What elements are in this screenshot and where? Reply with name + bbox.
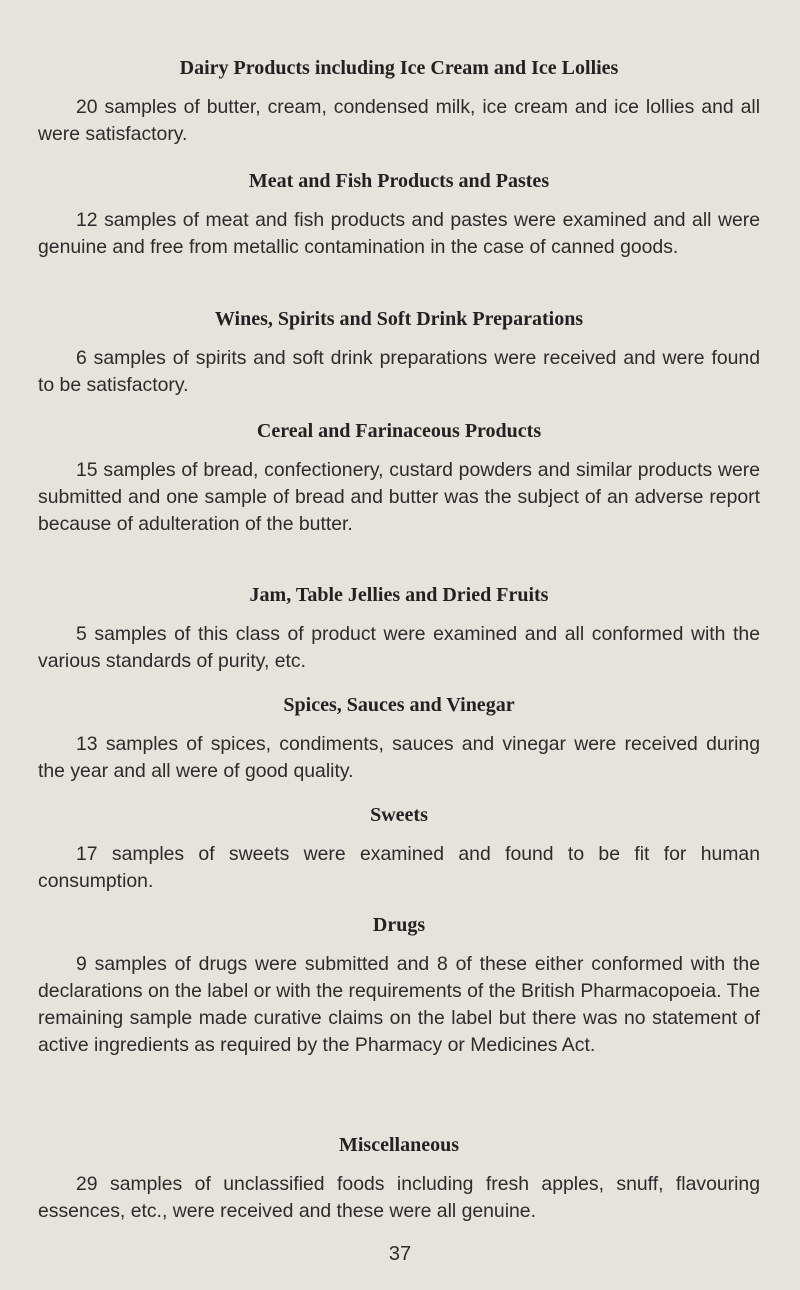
section-heading: Miscellaneous [339,1134,459,1156]
section-paragraph: 9 samples of drugs were submitted and 8 of these either conformed with the declarations on the label or with the requirements of the British Pharmacopoeia. The remaining sample made curative claims on the label but there was no statement of active ingredients as required by the Pharmacy or Medicines Act. [38,953,760,1056]
section-jam-jellies [38,583,760,675]
section-paragraph: 12 samples of meat and fish products and pastes were examined and all were genuine and free from metallic contamination in the case of canned goods. [38,209,760,258]
section-heading: Meat and Fish Products and Pastes [248,170,550,192]
section-heading: Dairy Products including Ice Cream and Ice Lollies [179,57,619,79]
section-paragraph: 13 samples of spices, condiments, sauces and vinegar were received during the year and all were of good quality. [38,733,760,782]
section-heading: Drugs [372,914,426,936]
section-meat-fish [38,169,760,261]
section-drugs [38,913,760,1059]
section-paragraph: 20 samples of butter, cream, condensed milk, ice cream and ice lollies and all were satisfactory. [38,96,760,145]
section-cereal [38,419,760,538]
section-paragraph: 29 samples of unclassified foods including fresh apples, snuff, flavouring essences, etc., were received and these were all genuine. [38,1173,760,1222]
section-wines-spirits [38,307,760,399]
section-heading: Jam, Table Jellies and Dried Fruits [249,584,549,606]
section-heading: Spices, Sauces and Vinegar [283,694,515,716]
section-paragraph: 6 samples of spirits and soft drink preparations were received and were found to be satisfactory. [38,347,760,396]
section-heading: Wines, Spirits and Soft Drink Preparations [214,308,584,330]
section-heading: Sweets [370,804,428,826]
section-paragraph: 17 samples of sweets were examined and found to be fit for human consumption. [38,843,760,892]
section-spices-sauces [38,693,760,785]
section-dairy [38,56,760,148]
section-sweets [38,803,760,895]
section-paragraph: 5 samples of this class of product were examined and all conformed with the various standards of purity, etc. [38,623,760,672]
section-heading: Cereal and Farinaceous Products [256,420,542,442]
section-paragraph: 15 samples of bread, confectionery, custard powders and similar products were submitted and one sample of bread and butter was the subject of an adverse report because of adulteration of the butter. [38,459,760,535]
page-number: 37 [388,1243,412,1265]
section-miscellaneous [38,1133,760,1225]
